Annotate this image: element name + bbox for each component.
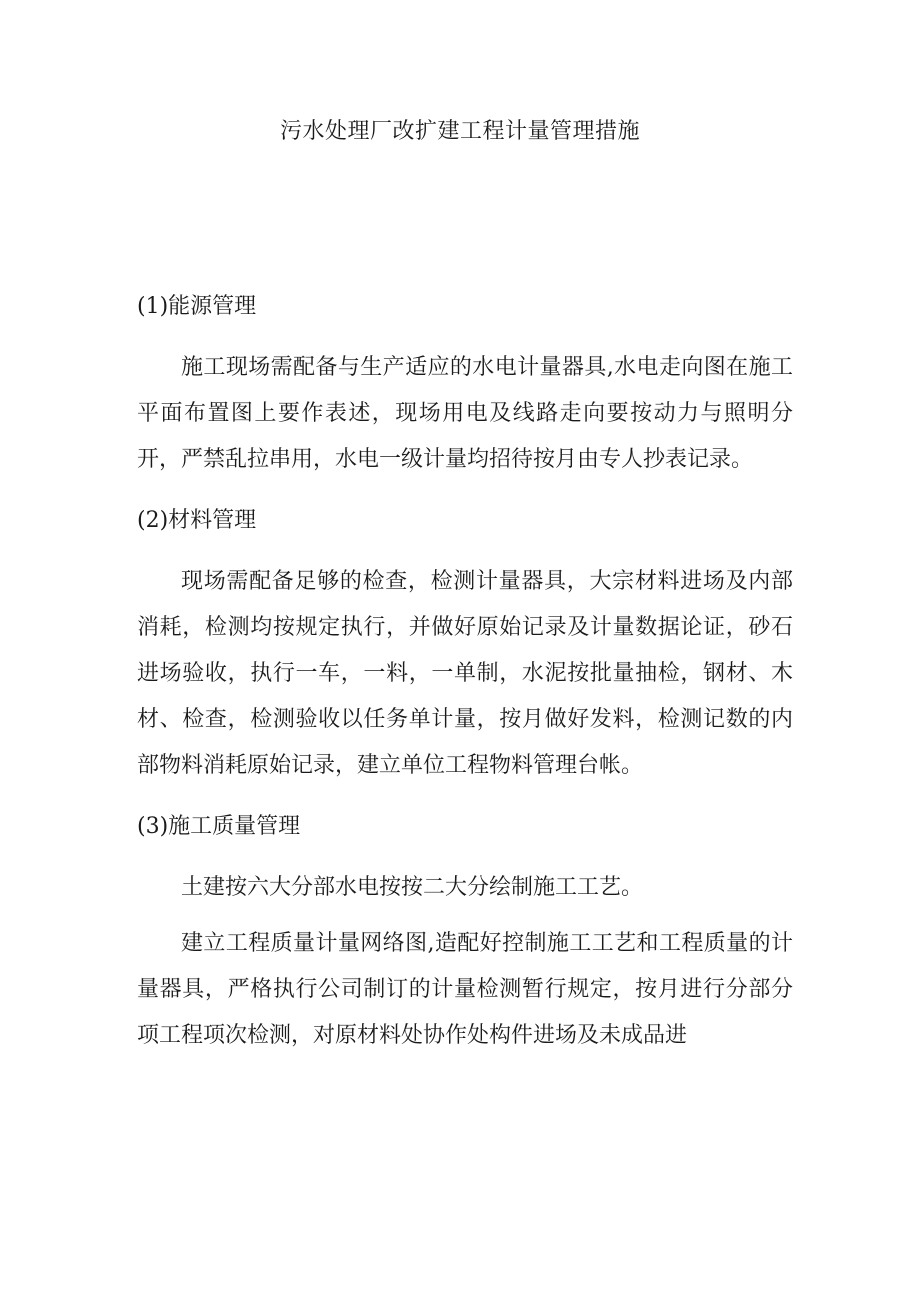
- paragraph-quality-network: 建立工程质量计量网络图,造配好控制施工工艺和工程质量的计量器具，严格执行公司制订的计量检测暂行规定，按月进行分部分项工程项次检测，对原材料处协作处构件进场及未成品进: [137, 931, 793, 1048]
- document-body: [137, 284, 793, 1074]
- paragraph-quality-process: 土建按六大分部水电按按二大分绘制施工工艺。: [181, 875, 644, 900]
- paragraph-materials: 现场需配备足够的检查，检测计量器具，大宗材料进场及内部消耗，检测均按规定执行，并做好原始记录及计量数据论证，砂石进场验收，执行一车，一料，一单制，水泥按批量抽检，钢材、木材、检查，检测验收以任务单计量，按月做好发料，检测记数的内部物料消耗原始记录，建立单位工程物料管理台帐。: [137, 569, 793, 778]
- document-title: 污水处理厂改扩建工程计量管理措施: [279, 119, 640, 144]
- paragraph-energy: 施工现场需配备与生产适应的水电计量器具,水电走向图在施工平面布置图上要作表述，现场用电及线路走向要按动力与照明分开，严禁乱拉串用，水电一级计量均招待按月由专人抄表记录。: [137, 355, 793, 472]
- section-heading-materials: (2)材料管理: [137, 508, 257, 533]
- section-heading-energy: (1)能源管理: [137, 294, 257, 319]
- section-heading-quality: (3)施工质量管理: [137, 814, 301, 839]
